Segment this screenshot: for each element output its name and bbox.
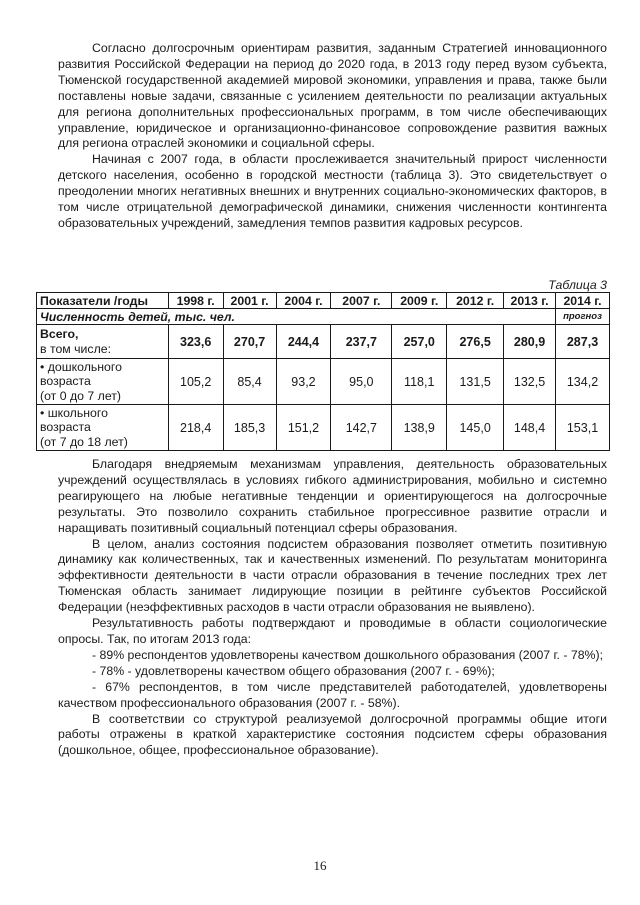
table-cell: 105,2 (168, 359, 223, 405)
paragraph-conclusion: В соответствии со структурой реализуемой долгосрочной программы общие итоги работы отражены в краткой характеристике состояния подсистем сферы образования (дошкольное, общее, профессиональное образование). (58, 711, 607, 758)
header-year: 2001 г. (223, 293, 276, 309)
table-cell: 151,2 (276, 405, 331, 451)
table-row-school (37, 405, 610, 451)
row-label-line: (от 7 до 18 лет) (40, 434, 128, 449)
table-subheader-row (37, 309, 610, 325)
table-cell: 287,3 (556, 325, 610, 359)
row-label-line: • школьного (40, 405, 108, 420)
table-header-row (37, 293, 610, 309)
table-cell: 131,5 (447, 359, 504, 405)
forecast-label: прогноз (556, 309, 610, 325)
table-cell: 148,4 (504, 405, 556, 451)
table-row-preschool (37, 359, 610, 405)
table-cell: 138,9 (392, 405, 447, 451)
results-text (58, 457, 607, 759)
table-cell: 95,0 (331, 359, 392, 405)
header-year: 2013 г. (504, 293, 556, 309)
header-year: 2014 г. (556, 293, 610, 309)
table-cell: 280,9 (504, 325, 556, 359)
paragraph-surveys: Результативность работы подтверждают и проводимые в области социологические опросы. Так, по итогам 2013 года: (58, 616, 607, 646)
row-label-line: • дошкольного (40, 359, 122, 374)
header-year: 1998 г. (168, 293, 223, 309)
paragraph-strategy: Согласно долгосрочным ориентирам развития, заданным Стратегией инновационного развития Российской Федерации на период до 2020 года, в 2013 году перед вузом субъекта, Тюменской государственной академией мировой экономики, управления и права, также были поставлены новые задачи, связанные с усилением деятельности по реализации актуальных для региона дополнительных профессиональных программ, в том числе обеспечивающих управление, юридическое и организационно-финансовое сопровождение развития важных для региона отраслей экономики и социальной сферы. (58, 41, 607, 151)
table-cell: 132,5 (504, 359, 556, 405)
table-cell: 257,0 (392, 325, 447, 359)
header-year: 2009 г. (392, 293, 447, 309)
subheader-children-count: Численность детей, тыс. чел. (37, 309, 556, 325)
table-cell: 218,4 (168, 405, 223, 451)
table-cell: 276,5 (447, 325, 504, 359)
row-label-line: Всего, (40, 327, 79, 341)
table-cell: 145,0 (447, 405, 504, 451)
list-item: - 67% респондентов, в том числе представителей работодателей, удовлетворены качеством профессионального образования (2007 г. - 58%). (58, 679, 607, 710)
header-year: 2007 г. (331, 293, 392, 309)
row-label-line: в том числе: (40, 341, 112, 356)
table-cell: 93,2 (276, 359, 331, 405)
table-cell: 85,4 (223, 359, 276, 405)
table-caption: Таблица 3 (548, 278, 607, 292)
intro-text (58, 41, 607, 232)
children-population-table (36, 292, 610, 451)
list-item: - 89% респондентов удовлетворены качеством дошкольного образования (2007 г. - 78%); (92, 647, 603, 662)
table-cell: 270,7 (223, 325, 276, 359)
row-label (37, 405, 169, 451)
page-number: 16 (313, 858, 327, 873)
table-cell: 118,1 (392, 359, 447, 405)
row-label (37, 325, 169, 359)
table-cell: 142,7 (331, 405, 392, 451)
table-row-total (37, 325, 610, 359)
table-cell: 237,7 (331, 325, 392, 359)
table-cell: 153,1 (556, 405, 610, 451)
row-label-line: возраста (40, 374, 91, 389)
header-indicators: Показатели /годы (37, 293, 169, 309)
table-cell: 323,6 (168, 325, 223, 359)
list-item: - 78% - удовлетворены качеством общего образования (2007 г. - 69%); (92, 663, 495, 678)
paragraph-management: Благодаря внедряемым механизмам управления, деятельность образовательных учреждений осуществлялась в условиях гибкого администрирования, мобильно и системно реагирующего на любые негативные тенденции и ориентирующегося на долгосрочные результаты. Это позволило сохранить стабильное прогрессивное развитие отрасли и наращивать позитивный социальный потенциал сферы образования. (58, 457, 607, 535)
row-label-line: возраста (40, 420, 91, 435)
row-label-line: (от 0 до 7 лет) (40, 388, 121, 403)
table-cell: 244,4 (276, 325, 331, 359)
table-cell: 185,3 (223, 405, 276, 451)
paragraph-analysis: В целом, анализ состояния подсистем образования позволяет отметить позитивную динамику как количественных, так и качественных изменений. По результатам мониторинга эффективности деятельности в части отрасли образования в течение последних трех лет Тюменская область занимает лидирующие позиции в рейтинге субъектов Российской Федерации (неэффективных расходов в части отрасли образования не выявлено). (58, 536, 607, 615)
header-year: 2012 г. (447, 293, 504, 309)
header-year: 2004 г. (276, 293, 331, 309)
paragraph-population: Начиная с 2007 года, в области прослеживается значительный прирост численности детского населения, особенно в городской местности (таблица 3). Это свидетельствует о преодолении многих негативных внешних и внутренних социально-экономических факторов, в том числе отрицательной демографической динамики, снижения численности контингента образовательных учреждений, замедления темпов развития кадровых ресурсов. (58, 152, 607, 230)
row-label (37, 359, 169, 405)
table-cell: 134,2 (556, 359, 610, 405)
